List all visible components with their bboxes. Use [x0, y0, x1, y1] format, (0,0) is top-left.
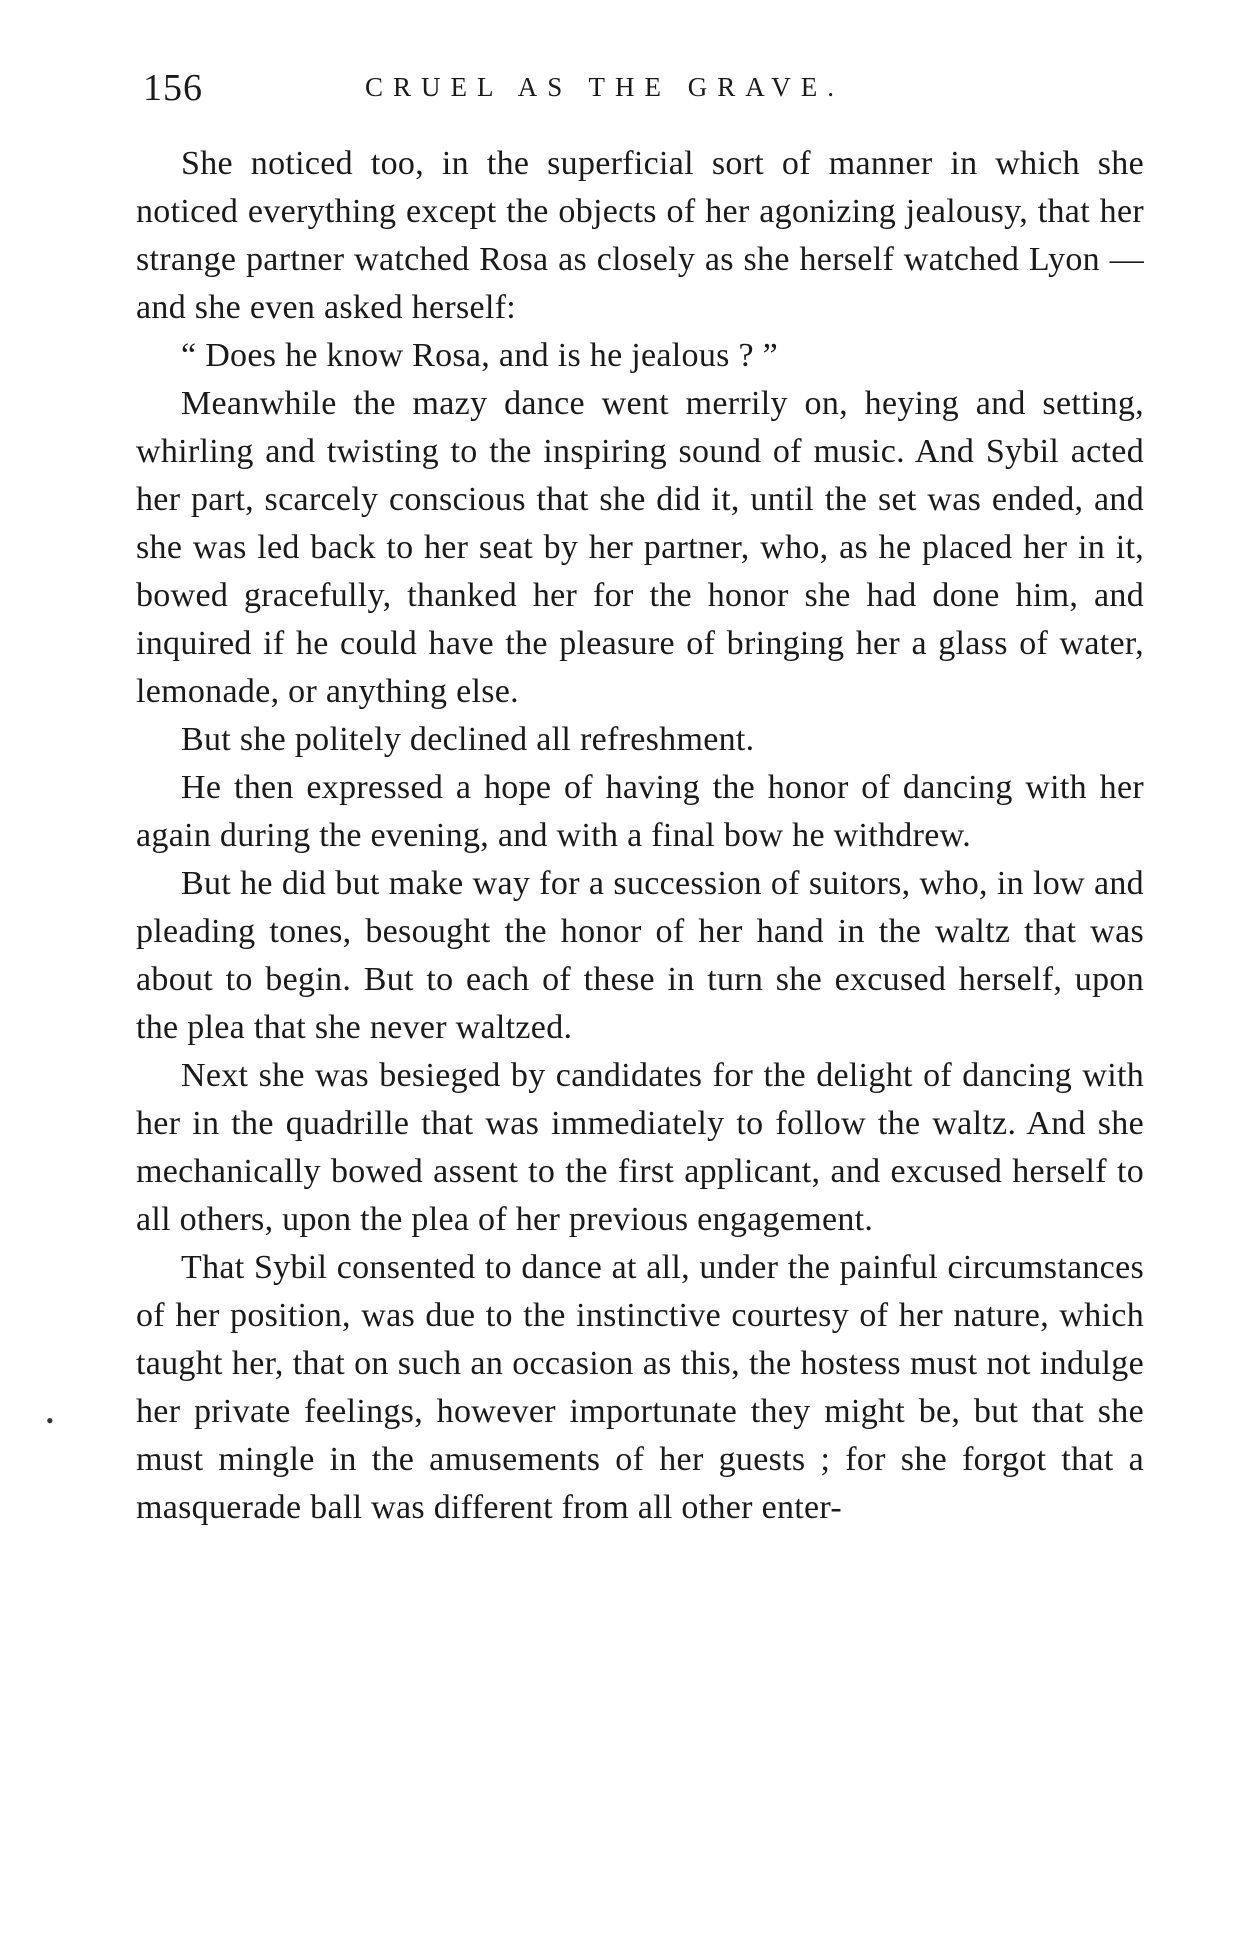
paragraph-7: Next she was besieged by candidates for the delight of dancing with her in the quadrille that was immediately to follow the waltz. And she mechanically bowed assent to the first applicant, and excused herself to all others, upon the plea of her previous engagement. [136, 1057, 1144, 1238]
paragraph-8: That Sybil consented to dance at all, under the painful circumstances of her position, was due to the instinctive courtesy of her nature, which taught her, that on such an occasion as this, the hostess must not indulge her private feelings, however importunate they might be, but that she must mingle in the amusements of her guests ; for she forgot that a masquerade ball was different from all other enter- [136, 1249, 1144, 1526]
paragraph-4: But she politely declined all refreshment. [181, 721, 755, 758]
paragraph-6: But he did but make way for a succession of suitors, who, in low and pleading tones, besought the honor of her hand in the waltz that was about to begin. But to each of these in turn she excused herself, upon the plea that she never waltzed. [136, 865, 1144, 1046]
running-head [143, 58, 1138, 118]
paragraph-2: “ Does he know Rosa, and is he jealous ? ” [181, 337, 779, 374]
page-number: 156 [143, 67, 203, 109]
margin-speck: • [46, 1408, 54, 1433]
paragraph-5: He then expressed a hope of having the honor of dancing with her again during the evening, and with a final bow he withdrew. [136, 769, 1144, 854]
running-title: CRUEL AS THE GRAVE. [365, 72, 845, 102]
paragraph-1: She noticed too, in the superficial sort of manner in which she noticed everything except the objects of her agonizing jealousy, that her strange partner watched Rosa as closely as she herself watched Lyon — and she even asked herself: [136, 145, 1144, 326]
body-text [136, 140, 1144, 1532]
paragraph-3: Meanwhile the mazy dance went merrily on, heying and setting, whirling and twisting to the inspiring sound of music. And Sybil acted her part, scarcely conscious that she did it, until the set was ended, and she was led back to her seat by her partner, who, as he placed her in it, bowed gracefully, thanked her for the honor she had done him, and inquired if he could have the pleasure of bringing her a glass of water, lemonade, or anything else. [136, 385, 1144, 710]
